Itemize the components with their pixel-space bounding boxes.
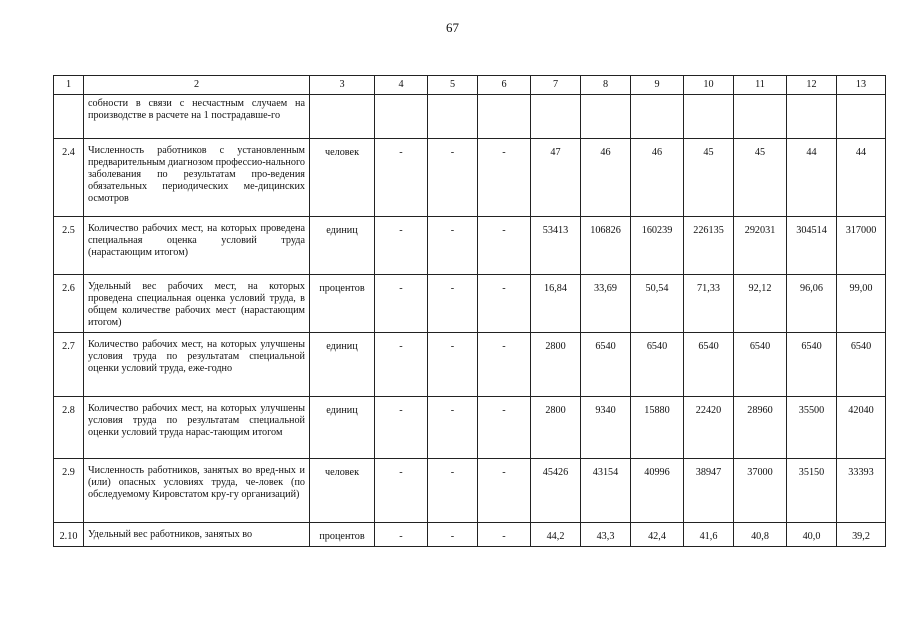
- table-row: [54, 275, 886, 333]
- value-cell: -: [478, 459, 531, 523]
- value-cell: 38947: [684, 459, 734, 523]
- value-cell: -: [428, 275, 478, 333]
- table-header-row: [54, 76, 886, 95]
- row-number: 2.9: [54, 459, 84, 523]
- column-header: 7: [531, 76, 581, 95]
- value-cell: 2800: [531, 333, 581, 397]
- value-cell: 44: [787, 139, 837, 217]
- unit-cell: человек: [310, 459, 375, 523]
- value-cell: 45: [734, 139, 787, 217]
- value-cell: -: [375, 275, 428, 333]
- value-cell: 160239: [631, 217, 684, 275]
- value-cell: 43154: [581, 459, 631, 523]
- row-number: 2.7: [54, 333, 84, 397]
- column-header: 4: [375, 76, 428, 95]
- value-cell: 6540: [581, 333, 631, 397]
- value-cell: -: [375, 397, 428, 459]
- table-row: [54, 139, 886, 217]
- value-cell: 35500: [787, 397, 837, 459]
- continuation-row: [54, 95, 886, 139]
- value-cell: 6540: [631, 333, 684, 397]
- value-cell: -: [478, 523, 531, 547]
- value-cell: 50,54: [631, 275, 684, 333]
- value-cell: 45: [684, 139, 734, 217]
- value-cell: 53413: [531, 217, 581, 275]
- value-cell: 37000: [734, 459, 787, 523]
- value-cell: 99,00: [837, 275, 886, 333]
- value-cell: 16,84: [531, 275, 581, 333]
- indicator-name: Удельный вес рабочих мест, на которых проведена специальная оценка условий труда, в общем количестве рабочих мест (нарастающим итогом): [84, 275, 310, 333]
- value-cell: 304514: [787, 217, 837, 275]
- column-header: 2: [84, 76, 310, 95]
- value-cell: 226135: [684, 217, 734, 275]
- value-cell: 15880: [631, 397, 684, 459]
- value-cell: -: [428, 333, 478, 397]
- value-cell: -: [375, 217, 428, 275]
- indicator-name: Количество рабочих мест, на которых улучшены условия труда по результатам специальной оценки условий труда, еже-годно: [84, 333, 310, 397]
- value-cell: -: [478, 333, 531, 397]
- value-cell: 41,6: [684, 523, 734, 547]
- column-header: 11: [734, 76, 787, 95]
- value-cell: -: [478, 397, 531, 459]
- unit-cell: процентов: [310, 275, 375, 333]
- value-cell: 317000: [837, 217, 886, 275]
- value-cell: -: [375, 523, 428, 547]
- value-cell: 2800: [531, 397, 581, 459]
- column-header: 5: [428, 76, 478, 95]
- unit-cell: единиц: [310, 333, 375, 397]
- value-cell: 46: [581, 139, 631, 217]
- row-number: 2.10: [54, 523, 84, 547]
- row-number: 2.8: [54, 397, 84, 459]
- unit-cell: единиц: [310, 397, 375, 459]
- value-cell: -: [478, 275, 531, 333]
- value-cell: -: [428, 397, 478, 459]
- value-cell: 44,2: [531, 523, 581, 547]
- value-cell: -: [375, 139, 428, 217]
- indicator-name: Удельный вес работников, занятых во: [84, 523, 310, 547]
- value-cell: 33393: [837, 459, 886, 523]
- value-cell: -: [428, 139, 478, 217]
- value-cell: -: [478, 139, 531, 217]
- table-row: [54, 217, 886, 275]
- value-cell: 28960: [734, 397, 787, 459]
- value-cell: -: [428, 217, 478, 275]
- column-header: 13: [837, 76, 886, 95]
- value-cell: 22420: [684, 397, 734, 459]
- value-cell: 6540: [734, 333, 787, 397]
- value-cell: 6540: [684, 333, 734, 397]
- unit-cell: процентов: [310, 523, 375, 547]
- value-cell: 292031: [734, 217, 787, 275]
- value-cell: 9340: [581, 397, 631, 459]
- value-cell: 43,3: [581, 523, 631, 547]
- table-row: [54, 459, 886, 523]
- value-cell: -: [375, 333, 428, 397]
- table-row: [54, 523, 886, 547]
- value-cell: 71,33: [684, 275, 734, 333]
- value-cell: -: [478, 217, 531, 275]
- value-cell: 40,0: [787, 523, 837, 547]
- value-cell: 35150: [787, 459, 837, 523]
- value-cell: 44: [837, 139, 886, 217]
- indicator-name: Численность работников, занятых во вред-ных и (или) опасных условиях труда, че-ловек (по обследуемому Кировстатом кру-гу организаций): [84, 459, 310, 523]
- value-cell: 47: [531, 139, 581, 217]
- row-number: 2.4: [54, 139, 84, 217]
- table-row: [54, 333, 886, 397]
- value-cell: 6540: [787, 333, 837, 397]
- value-cell: 33,69: [581, 275, 631, 333]
- column-header: 6: [478, 76, 531, 95]
- value-cell: 96,06: [787, 275, 837, 333]
- value-cell: 46: [631, 139, 684, 217]
- value-cell: -: [375, 459, 428, 523]
- value-cell: -: [428, 459, 478, 523]
- unit-cell: единиц: [310, 217, 375, 275]
- value-cell: 45426: [531, 459, 581, 523]
- continuation-text: собности в связи с несчастным случаем на производстве в расчете на 1 пострадавше-го: [84, 95, 310, 139]
- column-header: 8: [581, 76, 631, 95]
- value-cell: 40996: [631, 459, 684, 523]
- column-header: 12: [787, 76, 837, 95]
- value-cell: 39,2: [837, 523, 886, 547]
- column-header: 10: [684, 76, 734, 95]
- unit-cell: человек: [310, 139, 375, 217]
- row-number: 2.5: [54, 217, 84, 275]
- indicators-table: [53, 75, 886, 547]
- value-cell: 40,8: [734, 523, 787, 547]
- column-header: 1: [54, 76, 84, 95]
- table-row: [54, 397, 886, 459]
- value-cell: 42,4: [631, 523, 684, 547]
- value-cell: 6540: [837, 333, 886, 397]
- column-header: 3: [310, 76, 375, 95]
- page-number: 67: [446, 20, 459, 35]
- value-cell: 106826: [581, 217, 631, 275]
- column-header: 9: [631, 76, 684, 95]
- table-body: [54, 76, 886, 547]
- row-number: 2.6: [54, 275, 84, 333]
- indicator-name: Численность работников с установленным предварительным диагнозом профессио-нального заболевания по результатам про-ведения обязательных периодических ме-дицинских осмотров: [84, 139, 310, 217]
- value-cell: 92,12: [734, 275, 787, 333]
- row-number: [54, 95, 84, 139]
- indicator-name: Количество рабочих мест, на которых проведена специальная оценка условий труда (нарастающим итогом): [84, 217, 310, 275]
- value-cell: -: [428, 523, 478, 547]
- indicator-name: Количество рабочих мест, на которых улучшены условия труда по результатам специальной оценки условий труда нарас-тающим итогом: [84, 397, 310, 459]
- value-cell: 42040: [837, 397, 886, 459]
